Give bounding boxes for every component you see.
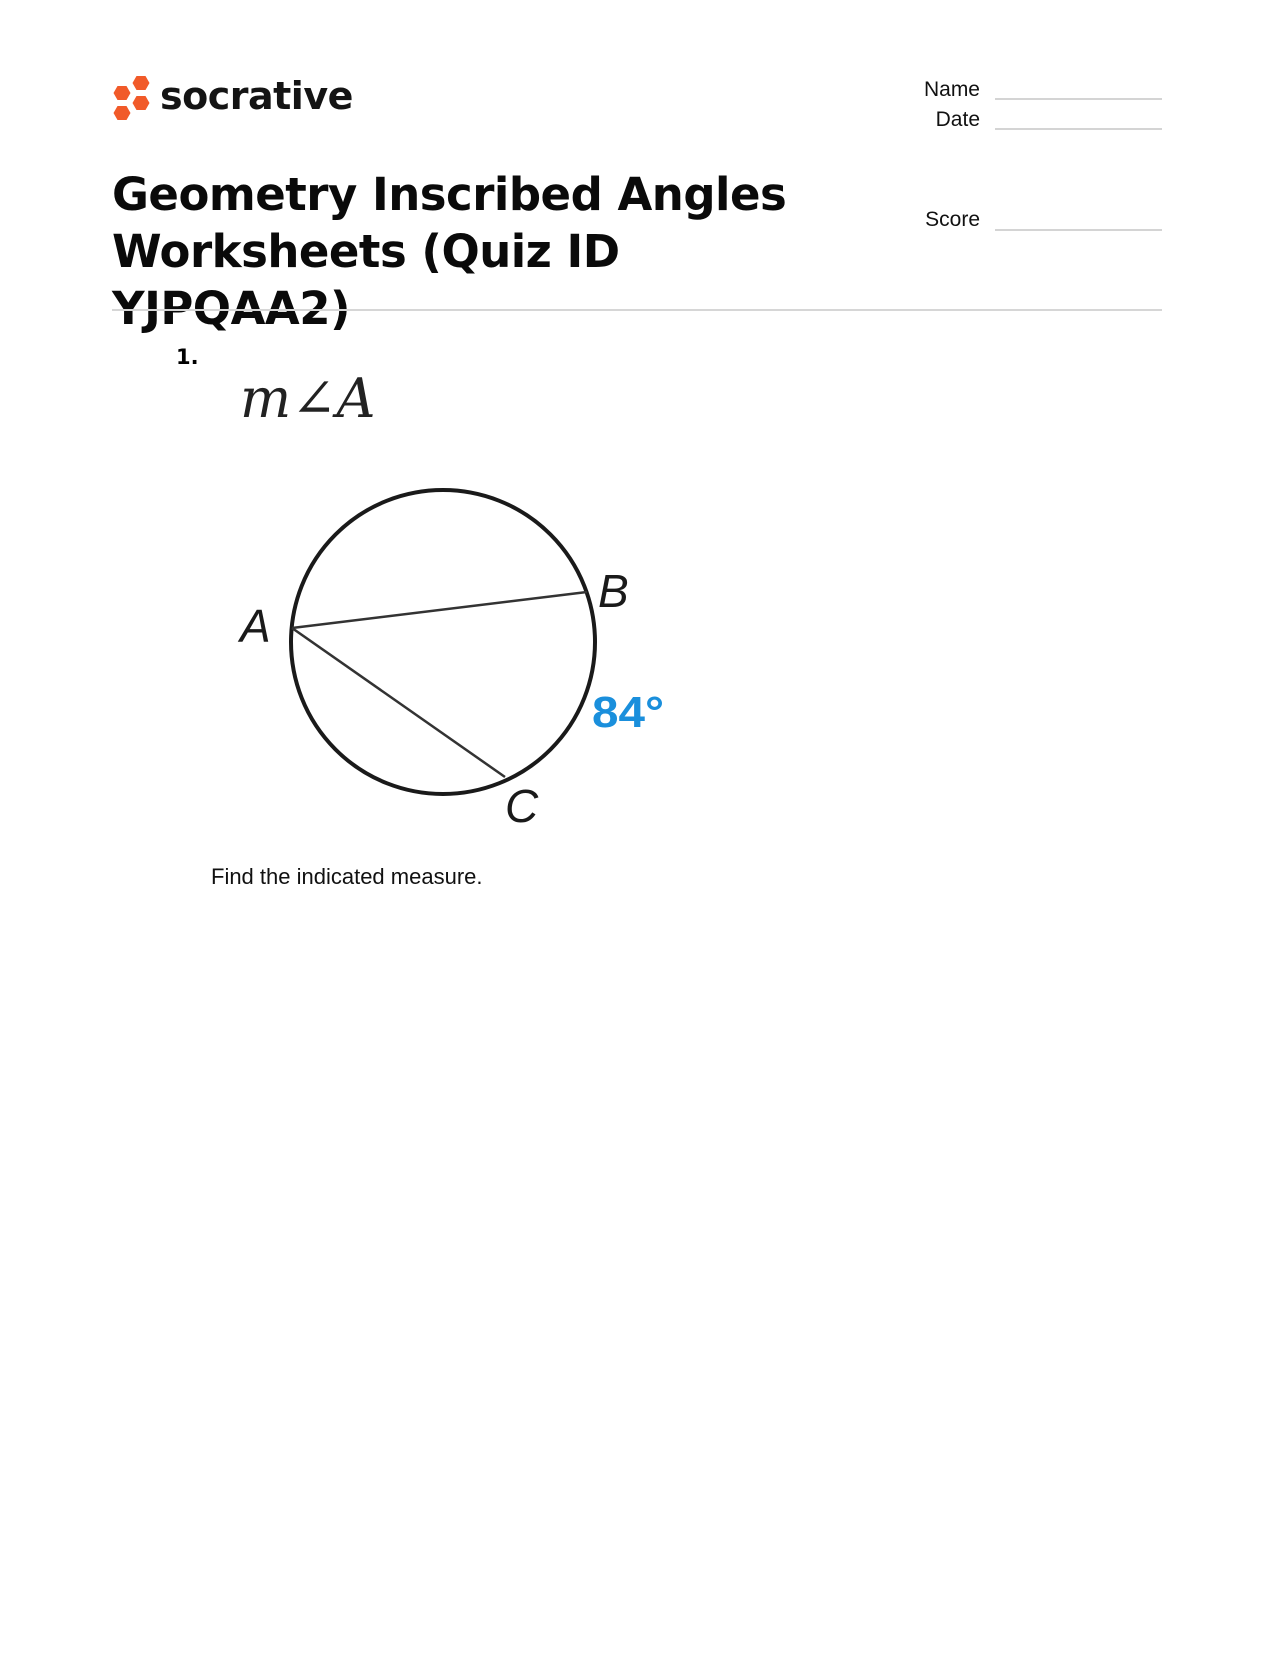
date-label: Date [935, 108, 980, 131]
name-label: Name [923, 78, 980, 101]
question-number: 1. [176, 345, 199, 369]
date-field[interactable] [995, 128, 1162, 130]
score-field[interactable] [995, 229, 1162, 231]
inscribed-angle-figure [220, 460, 680, 840]
point-label-b: B [598, 565, 629, 617]
score-label: Score [925, 208, 980, 231]
socrative-hexagon-logo-icon [108, 70, 156, 126]
name-field[interactable] [995, 98, 1162, 100]
page-title-line-1: Geometry Inscribed Angles [112, 168, 787, 221]
page-title-line-2: Worksheets (Quiz ID YJPQAA2) [112, 225, 620, 335]
point-label-c: C [505, 780, 539, 832]
page-title [112, 166, 872, 337]
header-divider [112, 309, 1162, 311]
question-prompt: Find the indicated measure. [211, 864, 483, 889]
point-label-a: A [240, 600, 271, 652]
circle-diagram-icon [220, 460, 680, 840]
socrative-logo [108, 70, 353, 126]
question-math-expression: m∠A [240, 367, 376, 430]
brand-name: socrative [160, 74, 353, 118]
arc-measure-label: 84° [592, 688, 664, 737]
